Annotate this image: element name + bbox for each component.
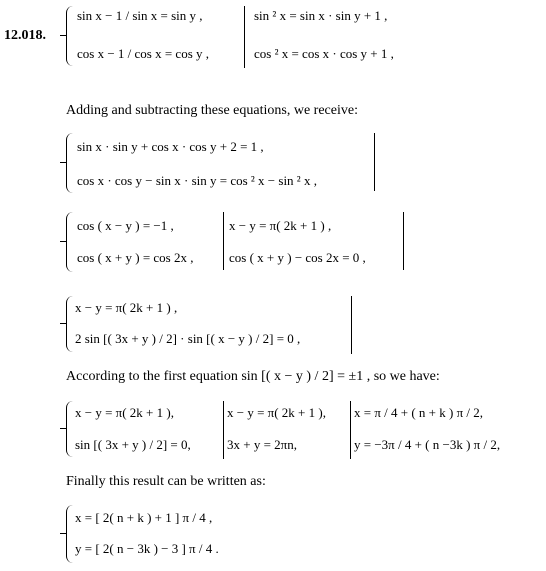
system5-col2-top: x − y = π( 2k + 1 ), xyxy=(227,405,326,420)
system6-brace xyxy=(66,505,74,563)
system2-top: sin x · sin y + cos x · cos y + 2 = 1 , xyxy=(77,139,264,154)
system1-left-top: sin x − 1 / sin x = sin y , xyxy=(77,8,203,23)
system5-col2-bottom: 3x + y = 2πn, xyxy=(227,437,297,452)
system6-top: x = [ 2( n + k ) + 1 ] π / 4 , xyxy=(75,510,213,525)
system4-brace xyxy=(66,296,74,352)
system1-right-top: sin ² x = sin x · sin y + 1 , xyxy=(254,8,388,23)
problem-number: 12.018. xyxy=(4,28,46,43)
system3-right-top: x − y = π( 2k + 1 ) , xyxy=(229,218,332,233)
system1-left-bottom: cos x − 1 / cos x = cos y , xyxy=(77,46,210,61)
text-adding: Adding and subtracting these equations, we receive: xyxy=(66,103,358,118)
system6-bottom: y = [ 2( n − 3k ) − 3 ] π / 4 . xyxy=(75,541,219,556)
system5-col1-bottom: sin [( 3x + y ) / 2] = 0, xyxy=(75,437,191,452)
text-finally: Finally this result can be written as: xyxy=(66,474,266,489)
system1-separator xyxy=(244,6,245,68)
system3-left-bottom: cos ( x + y ) = cos 2x , xyxy=(77,250,194,265)
system3-separator2 xyxy=(403,212,404,270)
system5-brace xyxy=(66,401,74,457)
text-according: According to the first equation sin [( x − y ) / 2] = ±1 , so we have: xyxy=(66,369,440,384)
system5-col3-top: x = π / 4 + ( n + k ) π / 2, xyxy=(354,405,484,420)
system3-separator1 xyxy=(223,212,224,270)
system1-right-bottom: cos ² x = cos x · cos y + 1 , xyxy=(254,46,394,61)
system3-brace xyxy=(66,212,74,272)
system3-left-top: cos ( x − y ) = −1 , xyxy=(77,218,174,233)
system5-col3-bottom: y = −3π / 4 + ( n −3k ) π / 2, xyxy=(354,437,501,452)
system5-separator2 xyxy=(350,401,351,459)
system2-bottom: cos x · cos y − sin x · sin y = cos ² x − sin ² x , xyxy=(77,173,317,188)
system1-brace xyxy=(66,6,74,66)
system2-separator xyxy=(374,133,375,191)
system4-top: x − y = π( 2k + 1 ) , xyxy=(75,300,178,315)
system5-separator1 xyxy=(223,401,224,459)
system3-right-bottom: cos ( x + y ) − cos 2x = 0 , xyxy=(229,250,366,265)
system4-bottom: 2 sin [( 3x + y ) / 2] · sin [( x − y ) / 2] = 0 , xyxy=(75,331,301,346)
system5-col1-top: x − y = π( 2k + 1 ), xyxy=(75,405,174,420)
system4-separator xyxy=(351,296,352,354)
system2-brace xyxy=(66,133,74,193)
